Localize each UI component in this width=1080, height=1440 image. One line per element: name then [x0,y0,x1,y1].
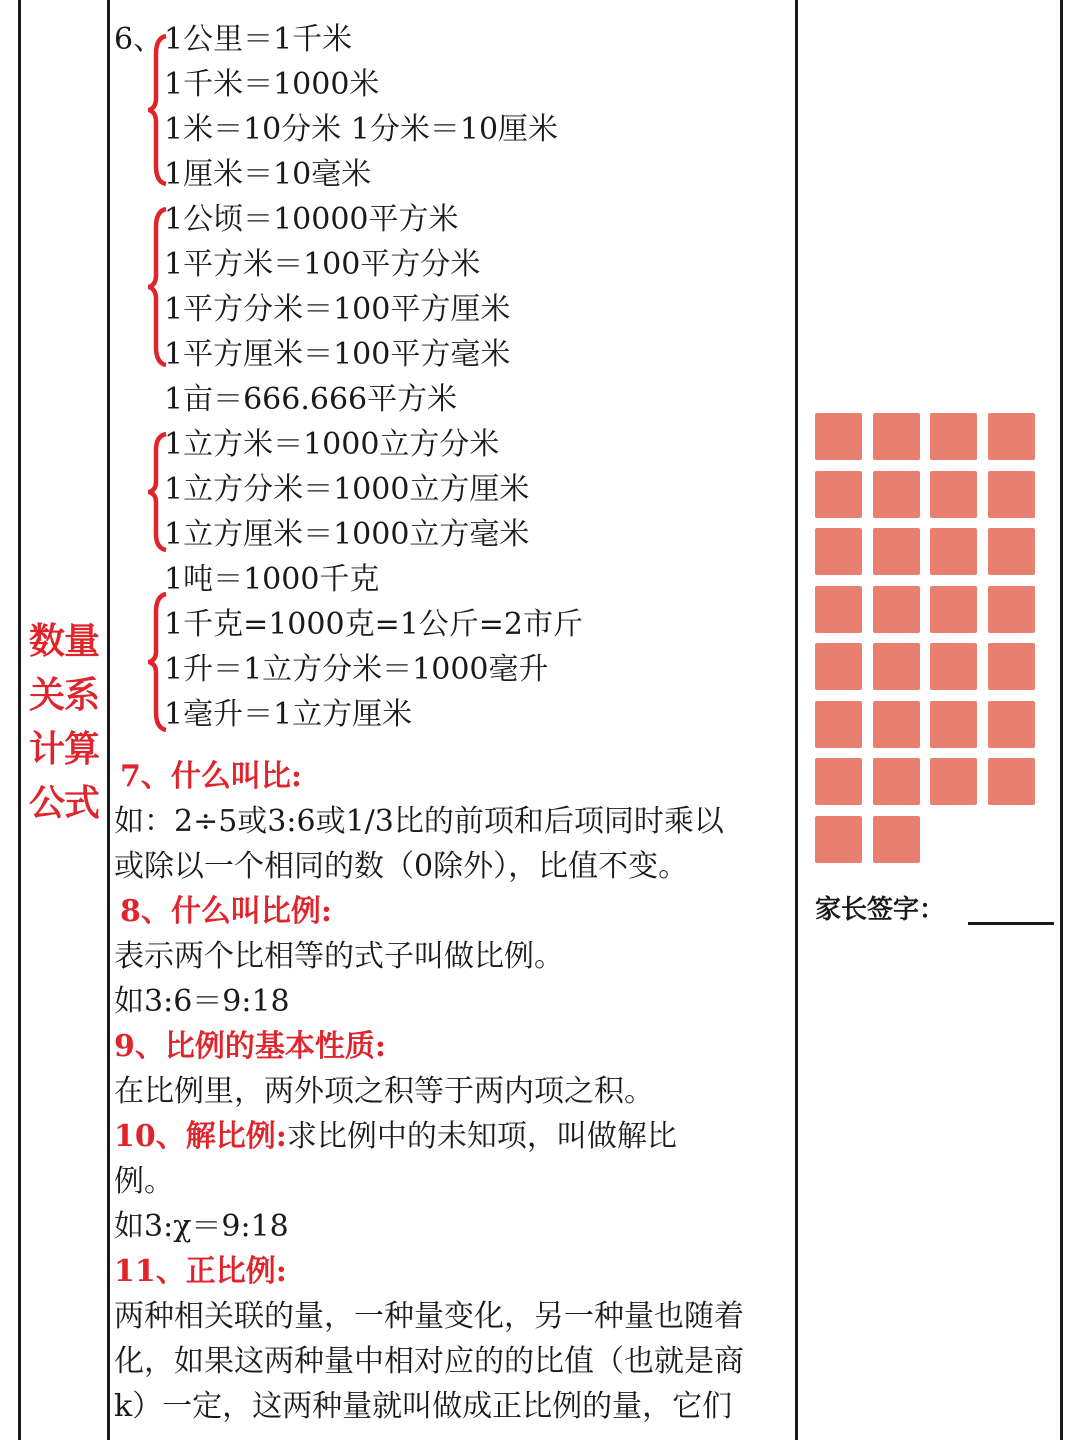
progress-square [988,758,1035,805]
section10-line [114,1114,677,1159]
progress-square [988,586,1035,633]
progress-square [930,758,977,805]
progress-square [873,528,920,575]
progress-square [815,586,862,633]
progress-square [930,586,977,633]
area-line: 1平方米＝100平方分米 [164,247,481,282]
progress-square [873,643,920,690]
ton-line: 1吨＝1000千克 [164,562,380,597]
table-border-category [107,0,110,1440]
progress-square [988,471,1035,518]
progress-square [815,528,862,575]
area-line: 1公顷＝10000平方米 [164,202,459,237]
section6-number: 6、 [114,22,164,57]
section7-title: 7、什么叫比: [120,759,302,794]
section8-body: 表示两个比相等的式子叫做比例。 [114,939,564,974]
progress-square [873,586,920,633]
progress-square [930,528,977,575]
length-line: 1千米＝1000米 [164,67,380,102]
volume-line: 1立方分米＝1000立方厘米 [164,472,530,507]
section9-title: 9、比例的基本性质: [114,1029,386,1064]
signature-line[interactable] [968,922,1054,925]
section10-body: 例。 [114,1164,174,1199]
length-line: 1米＝10分米 1分米＝10厘米 [164,112,559,147]
section10-inline: 求比例中的未知项，叫做解比 [286,1119,677,1154]
category-line: 计算 [28,728,99,770]
section10-title: 10、解比例: [114,1119,287,1154]
category-line: 公式 [28,782,99,824]
progress-square [815,816,862,863]
section11-body: 两种相关联的量，一种量变化，另一种量也随着 [114,1299,744,1334]
mass-line: 1千克=1000克=1公斤=2市斤 [164,607,584,642]
mass-line: 1毫升＝1立方厘米 [164,697,413,732]
table-border-right [1060,0,1063,1440]
progress-square [988,643,1035,690]
table-border-content [795,0,798,1440]
category-label [22,614,106,830]
progress-square [988,701,1035,748]
section9-body: 在比例里，两外项之积等于两内项之积。 [114,1074,654,1109]
progress-square [930,413,977,460]
category-line: 数量 [28,620,99,662]
progress-square [815,471,862,518]
progress-square [873,413,920,460]
volume-line: 1立方厘米＝1000立方毫米 [164,517,530,552]
section11-title: 11、正比例: [114,1254,287,1289]
area-line: 1平方分米＝100平方厘米 [164,292,511,327]
progress-square [988,528,1035,575]
section11-body: 化，如果这两种量中相对应的的比值（也就是商 [114,1344,744,1379]
area-line: 1平方厘米＝100平方毫米 [164,337,511,372]
parent-signature-label: 家长签字： [815,895,946,925]
progress-square [930,471,977,518]
progress-square [988,413,1035,460]
progress-square [930,701,977,748]
volume-line: 1立方米＝1000立方分米 [164,427,500,462]
section11-body: k）一定，这两种量就叫做成正比例的量，它们 [114,1389,733,1424]
length-line: 1公里＝1千米 [164,22,353,57]
progress-square [815,701,862,748]
length-line: 1厘米＝10毫米 [164,157,372,192]
progress-square [815,643,862,690]
section8-title: 8、什么叫比例: [120,894,332,929]
progress-square [873,758,920,805]
section7-body: 或除以一个相同的数（0除外），比值不变。 [114,849,689,884]
section10-body: 如3:χ＝9:18 [114,1209,289,1244]
progress-square [815,758,862,805]
mu-line: 1亩＝666.666平方米 [164,382,458,417]
progress-square [815,413,862,460]
progress-square [873,816,920,863]
progress-square [873,471,920,518]
progress-square [873,701,920,748]
table-border-left [18,0,21,1440]
section7-body: 如：2÷5或3:6或1/3比的前项和后项同时乘以 [114,804,724,839]
category-line: 关系 [28,674,99,716]
section8-body: 如3:6＝9:18 [114,984,290,1019]
progress-square [930,643,977,690]
mass-line: 1升＝1立方分米＝1000毫升 [164,652,549,687]
